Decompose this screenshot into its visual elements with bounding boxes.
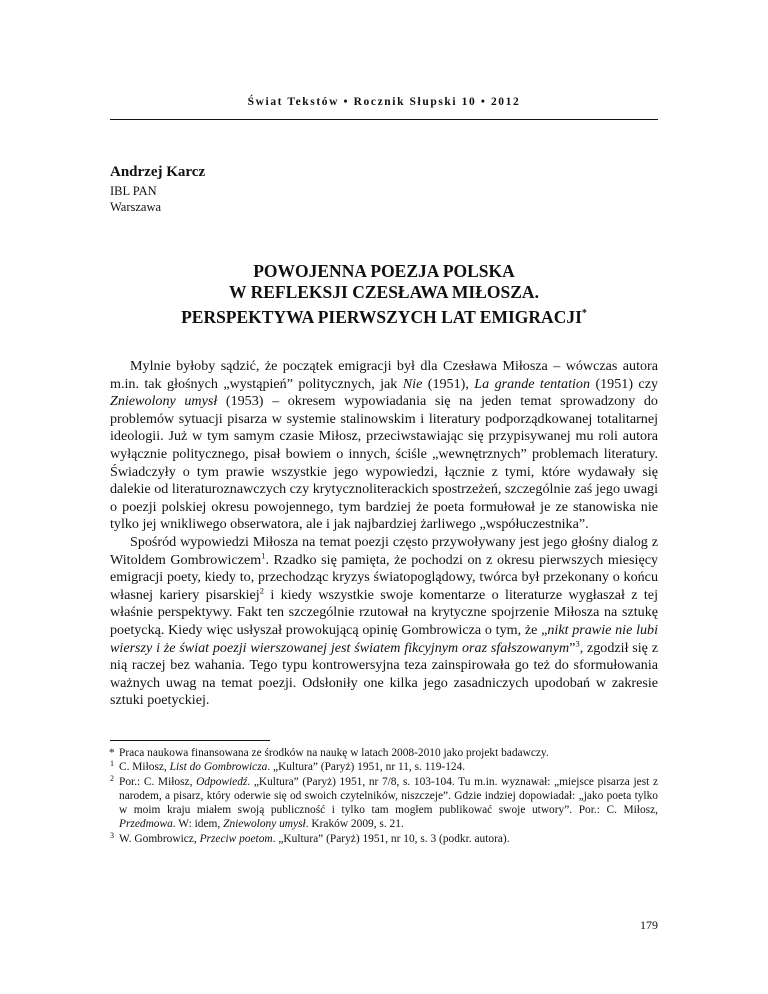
footnote-ref-1[interactable]: 1 <box>261 549 266 560</box>
footnote-3-text-1: W. Gombrowicz, <box>119 832 200 845</box>
p1-title-zniewolony-umysl: Zniewolony umysł <box>110 393 218 410</box>
p1-text-3: (1951) czy <box>590 375 658 392</box>
p2-text-3: i kiedy wszystkie swoje komentarze o literaturze wygłaszał z tej właśnie perspektywy. Fakt ten szczególnie rzutował na krytyczne spojrzenie Miłosza na sztukę poetycką. Kiedy więc usłyszał prowokującą opinię Gombrowicza o tym, że „ <box>110 586 658 638</box>
footnote-star-marker: * <box>109 747 115 759</box>
paragraph-2 <box>110 534 658 710</box>
page-number: 179 <box>640 918 658 932</box>
title-line-2: W REFLEKSJI CZESŁAWA MIŁOSZA. <box>229 282 539 302</box>
p1-title-la-grande-tentation: La grande tentation <box>474 375 591 392</box>
p2-text-5: , zgodził się z nią raczej bez wahania. Tego typu kontrowersyjna teza zainspirowała go też do sformułowania ważnych uwag na temat poezji. Odsłoniły one kilka jego zasadniczych upodobań w zakresie sztuki poetyckiej. <box>110 639 658 709</box>
article-title <box>110 261 658 328</box>
footnote-1-title: List do Gombrowicza <box>169 761 268 774</box>
footnote-2-title-2: Przedmowa <box>119 818 173 831</box>
title-line-1: POWOJENNA POEZJA POLSKA <box>253 261 515 281</box>
footnote-3-title: Przeciw poetom <box>199 832 273 845</box>
footnote-2-text-1: Por.: C. Miłosz, <box>119 775 197 788</box>
paragraph-1 <box>110 358 658 534</box>
footnote-3-marker: 3 <box>110 830 114 840</box>
running-header: Świat Tekstów • Rocznik Słupski 10 • 2012 <box>247 96 521 108</box>
author-city: Warszawa <box>110 200 162 214</box>
article-body <box>110 358 658 710</box>
p1-text-4: (1953) – okresem wypowiadania się na jeden temat sprowadzony do problemów sytuacji pisarza w systemie stalinowskim i literatury podporządkowanej totalitarnej ideologii. Już w tym samym czasie Miłosz, przeciwstawiając się przypisywanej mu roli autora wyłącznie politycznego, pisał bowiem o innych, ściśle „wewnętrznych” problemach literatury. Świadczyły o tym prawie wszystkie jego wypowiedzi, łącznie z tymi, które wydawały się dalekie od literaturoznawczych czy krytycznoliterackich spostrzeżeń, szczególnie zaś jego uwagi o poezji polskiej okresu powojennego, tym bardziej że poeta formułował je ze stanowiska nie tylko jej wnikliwego obserwatora, ale i jak najbardziej żarliwego „współuczestnika”. <box>110 393 658 533</box>
title-line-3-text: PERSPEKTYWA PIERWSZYCH LAT EMIGRACJI <box>181 306 582 327</box>
p1-title-nie: Nie <box>402 375 423 392</box>
author-name: Andrzej Karcz <box>110 164 206 180</box>
footnote-2-text-3: . W: idem, <box>172 818 224 831</box>
p2-text-1: Spośród wypowiedzi Miłosza na temat poezji często przywoływany jest jego głośny dialog z Witoldem Gombrowiczem <box>110 533 658 568</box>
footnote-2-marker: 2 <box>110 773 114 783</box>
footnote-1 <box>110 760 658 774</box>
p2-text-2: . Rzadko się pamięta, że pochodzi on z okresu pierwszych miesięcy emigracji poety, kiedy to, przechodząc kryzys światopoglądowy, twórca był przekonany o końcu własnej kariery pisarskiej <box>110 551 658 603</box>
footnote-star-text: Praca naukowa finansowana ze środków na naukę w latach 2008-2010 jako projekt badawczy. <box>119 747 549 759</box>
footnote-3 <box>110 832 658 846</box>
footnotes <box>110 746 658 846</box>
footnote-ref-3[interactable]: 3 <box>575 637 580 648</box>
header-rule <box>110 119 658 120</box>
footnote-separator <box>110 740 270 741</box>
footnote-ref-2[interactable]: 2 <box>259 585 264 596</box>
footnote-2-text-4: . Kraków 2009, s. 21. <box>305 818 404 831</box>
footnote-1-marker: 1 <box>110 759 114 769</box>
footnote-2-title-3: Zniewolony umysł <box>223 818 306 831</box>
footnote-2-text-2: . „Kultura” (Paryż) 1951, nr 7/8, s. 103-104. Tu m.in. wyznawał: „miejsce pisarza jest z narodem, a pisarz, który oderwie się od swoich czytelników, niszczeje”. Gdzie indziej dopowiadał: „jako poeta tylko w moim kraju miałem swoją publiczność i tylko tam mogłem publikować swoje utwory”. Por.: C. Miłosz, <box>119 775 659 817</box>
title-footnote-marker: * <box>581 308 587 319</box>
footnote-2-title-1: Odpowiedź <box>196 775 248 788</box>
footnote-1-text-2: . „Kultura” (Paryż) 1951, nr 11, s. 119-124. <box>267 761 466 774</box>
author-affiliation: IBL PAN <box>110 184 157 198</box>
p1-text-2: (1951), <box>422 375 475 392</box>
p2-quote-gombrowicz: nikt prawie nie lubi wierszy i że świat poezji wierszowanej jest światem fikcyjnym oraz sfałszowanym <box>110 621 659 656</box>
p2-text-4: ” <box>569 639 576 656</box>
title-line-3 <box>110 303 658 328</box>
footnote-3-text-2: . „Kultura” (Paryż) 1951, nr 10, s. 3 (podkr. autora). <box>272 832 510 845</box>
footnote-2 <box>110 775 658 832</box>
p1-text-1: Mylnie byłoby sądzić, że początek emigracji był dla Czesława Miłosza – wówczas autora m.in. tak głośnych „wystąpień” politycznych, jak <box>110 358 658 392</box>
footnote-1-text-1: C. Miłosz, <box>119 761 170 774</box>
footnote-star <box>110 746 658 760</box>
